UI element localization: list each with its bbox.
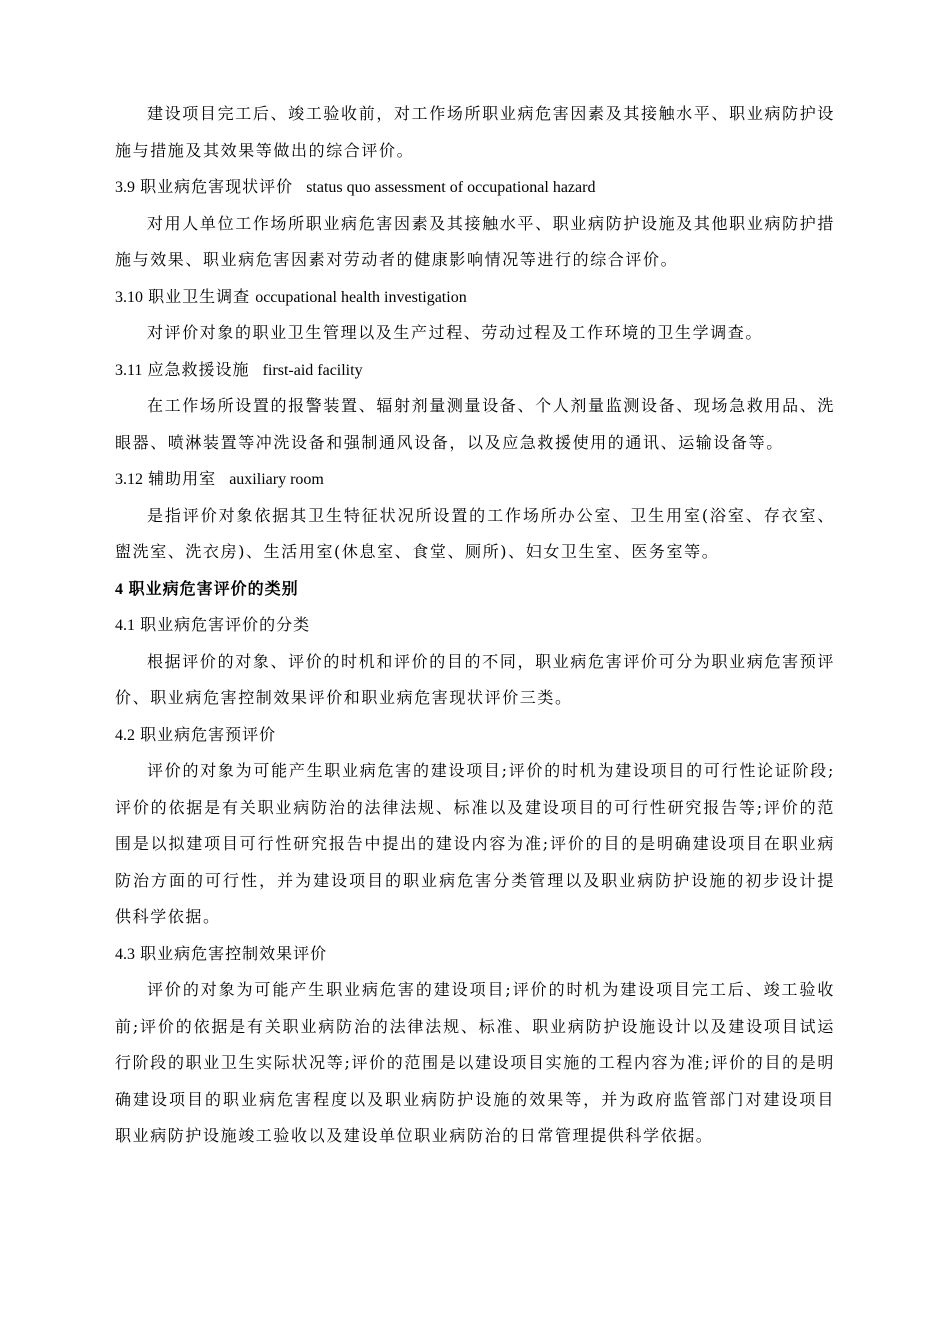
heading-title-cn: 职业病危害评价的分类 bbox=[140, 615, 311, 634]
heading-3-12 bbox=[115, 461, 835, 498]
paragraph-3-12-definition: 是指评价对象依据其卫生特征状况所设置的工作场所办公室、卫生用室(浴室、存衣室、盥洗室、洗衣房)、生活用室(休息室、食堂、厕所)、妇女卫生室、医务室等。 bbox=[115, 505, 835, 561]
heading-number: 4 bbox=[115, 580, 123, 598]
heading-title-en: auxiliary room bbox=[229, 471, 324, 488]
heading-title-cn: 职业病危害评价的类别 bbox=[128, 578, 299, 598]
paragraph-4-1-body: 根据评价的对象、评价的时机和评价的目的不同，职业病危害评价可分为职业病危害预评价、职业病危害控制效果评价和职业病危害现状评价三类。 bbox=[115, 651, 835, 707]
paragraph-3-11-definition: 在工作场所设置的报警装置、辐射剂量测量设备、个人剂量监测设备、现场急救用品、洗眼器、喷淋装置等冲洗设备和强制通风设备，以及应急救援使用的通讯、运输设备等。 bbox=[115, 396, 835, 452]
heading-4-1 bbox=[115, 607, 835, 644]
heading-title-cn: 职业病危害现状评价 bbox=[140, 177, 294, 196]
heading-title-cn: 职业病危害控制效果评价 bbox=[140, 943, 328, 963]
heading-3-10 bbox=[115, 279, 835, 316]
heading-4-3 bbox=[115, 936, 835, 973]
heading-number: 4.1 bbox=[115, 617, 135, 634]
heading-4 bbox=[115, 571, 835, 608]
document-body bbox=[115, 96, 835, 1155]
heading-title-cn: 应急救援设施 bbox=[147, 359, 250, 379]
heading-number: 4.3 bbox=[115, 945, 135, 963]
heading-title-en: status quo assessment of occupational hazard bbox=[306, 179, 596, 196]
heading-title-en: first-aid facility bbox=[262, 361, 363, 379]
paragraph-4-3-body: 评价的对象为可能产生职业病危害的建设项目;评价的时机为建设项目完工后、竣工验收前;评价的依据是有关职业病防治的法律法规、标准、职业病防护设施设计以及建设项目试运行阶段的职业卫生实际状况等;评价的范围是以建设项目实施的工程内容为准;评价的目的是明确建设项目的职业病危害程度以及职业病防护设施的效果等，并为政府监管部门对建设项目职业病防护设施竣工验收以及建设单位职业病防治的日常管理提供科学依据。 bbox=[115, 980, 835, 1145]
heading-title-cn: 辅助用室 bbox=[148, 469, 217, 488]
paragraph-3-8-definition: 建设项目完工后、竣工验收前，对工作场所职业病危害因素及其接触水平、职业病防护设施与措施及其效果等做出的综合评价。 bbox=[115, 104, 835, 160]
heading-title-en: occupational health investigation bbox=[255, 288, 467, 306]
paragraph-4-2-body: 评价的对象为可能产生职业病危害的建设项目;评价的时机为建设项目的可行性论证阶段;评价的依据是有关职业病防治的法律法规、标准以及建设项目的可行性研究报告等;评价的范围是以拟建项目可行性研究报告中提出的建设内容为准;评价的目的是明确建设项目在职业病防治方面的可行性，并为建设项目的职业病危害分类管理以及职业病防护设施的初步设计提供科学依据。 bbox=[115, 761, 835, 926]
heading-3-9 bbox=[115, 169, 835, 206]
heading-number: 3.12 bbox=[115, 471, 143, 488]
heading-title-cn: 职业卫生调查 bbox=[148, 286, 251, 306]
paragraph-3-9-definition: 对用人单位工作场所职业病危害因素及其接触水平、职业病防护设施及其他职业病防护措施与效果、职业病危害因素对劳动者的健康影响情况等进行的综合评价。 bbox=[115, 213, 835, 269]
heading-number: 3.11 bbox=[115, 361, 143, 379]
heading-number: 3.9 bbox=[115, 179, 135, 196]
heading-4-2 bbox=[115, 717, 835, 754]
heading-number: 3.10 bbox=[115, 288, 143, 306]
paragraph-3-10-definition: 对评价对象的职业卫生管理以及生产过程、劳动过程及工作环境的卫生学调查。 bbox=[147, 323, 764, 342]
heading-number: 4.2 bbox=[115, 726, 135, 744]
heading-3-11 bbox=[115, 352, 835, 389]
heading-title-cn: 职业病危害预评价 bbox=[140, 724, 277, 744]
